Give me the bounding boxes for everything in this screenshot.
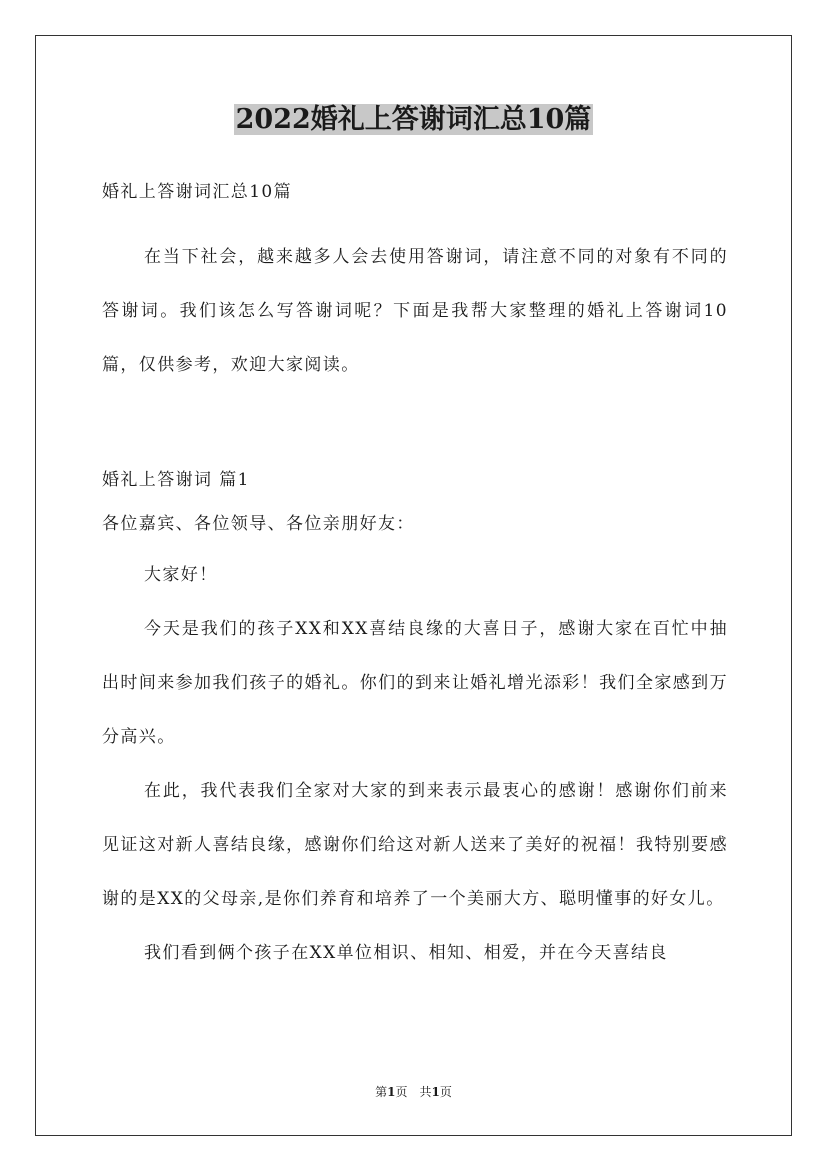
section-heading: 婚礼上答谢词 篇1 <box>102 470 250 490</box>
document-subtitle: 婚礼上答谢词汇总10篇 <box>102 182 293 202</box>
current-page-number: 1 <box>387 1085 396 1099</box>
body-paragraph: 大家好！ <box>144 565 218 585</box>
document-title <box>0 100 827 140</box>
body-paragraph: 我们看到俩个孩子在XX单位相识、相知、相爱，并在今天喜结良 <box>144 943 668 963</box>
footer-mid: 页 共 <box>395 1085 432 1099</box>
document-body <box>102 172 728 980</box>
footer-prefix: 第 <box>375 1085 388 1099</box>
footer-suffix: 页 <box>439 1085 452 1099</box>
body-paragraph: 在此，我代表我们全家对大家的到来表示最衷心的感谢！感谢你们前来见证这对新人喜结良缘，感谢你们给这对新人送来了美好的祝福！我特别要感谢的是XX的父母亲,是你们养育和培养了一个美丽大方、聪明懂事的好女儿。 <box>102 781 728 909</box>
page-footer <box>0 1083 827 1100</box>
total-page-number: 1 <box>431 1085 440 1099</box>
body-paragraph: 今天是我们的孩子XX和XX喜结良缘的大喜日子，感谢大家在百忙中抽出时间来参加我们孩子的婚礼。你们的到来让婚礼增光添彩！我们全家感到万分高兴。 <box>102 619 728 747</box>
salutation-line: 各位嘉宾、各位领导、各位亲朋好友： <box>102 514 415 534</box>
intro-paragraph: 在当下社会，越来越多人会去使用答谢词，请注意不同的对象有不同的答谢词。我们该怎么写答谢词呢？下面是我帮大家整理的婚礼上答谢词10篇，仅供参考，欢迎大家阅读。 <box>102 247 728 375</box>
title-highlight: 2022婚礼上答谢词汇总10篇 <box>235 104 592 135</box>
